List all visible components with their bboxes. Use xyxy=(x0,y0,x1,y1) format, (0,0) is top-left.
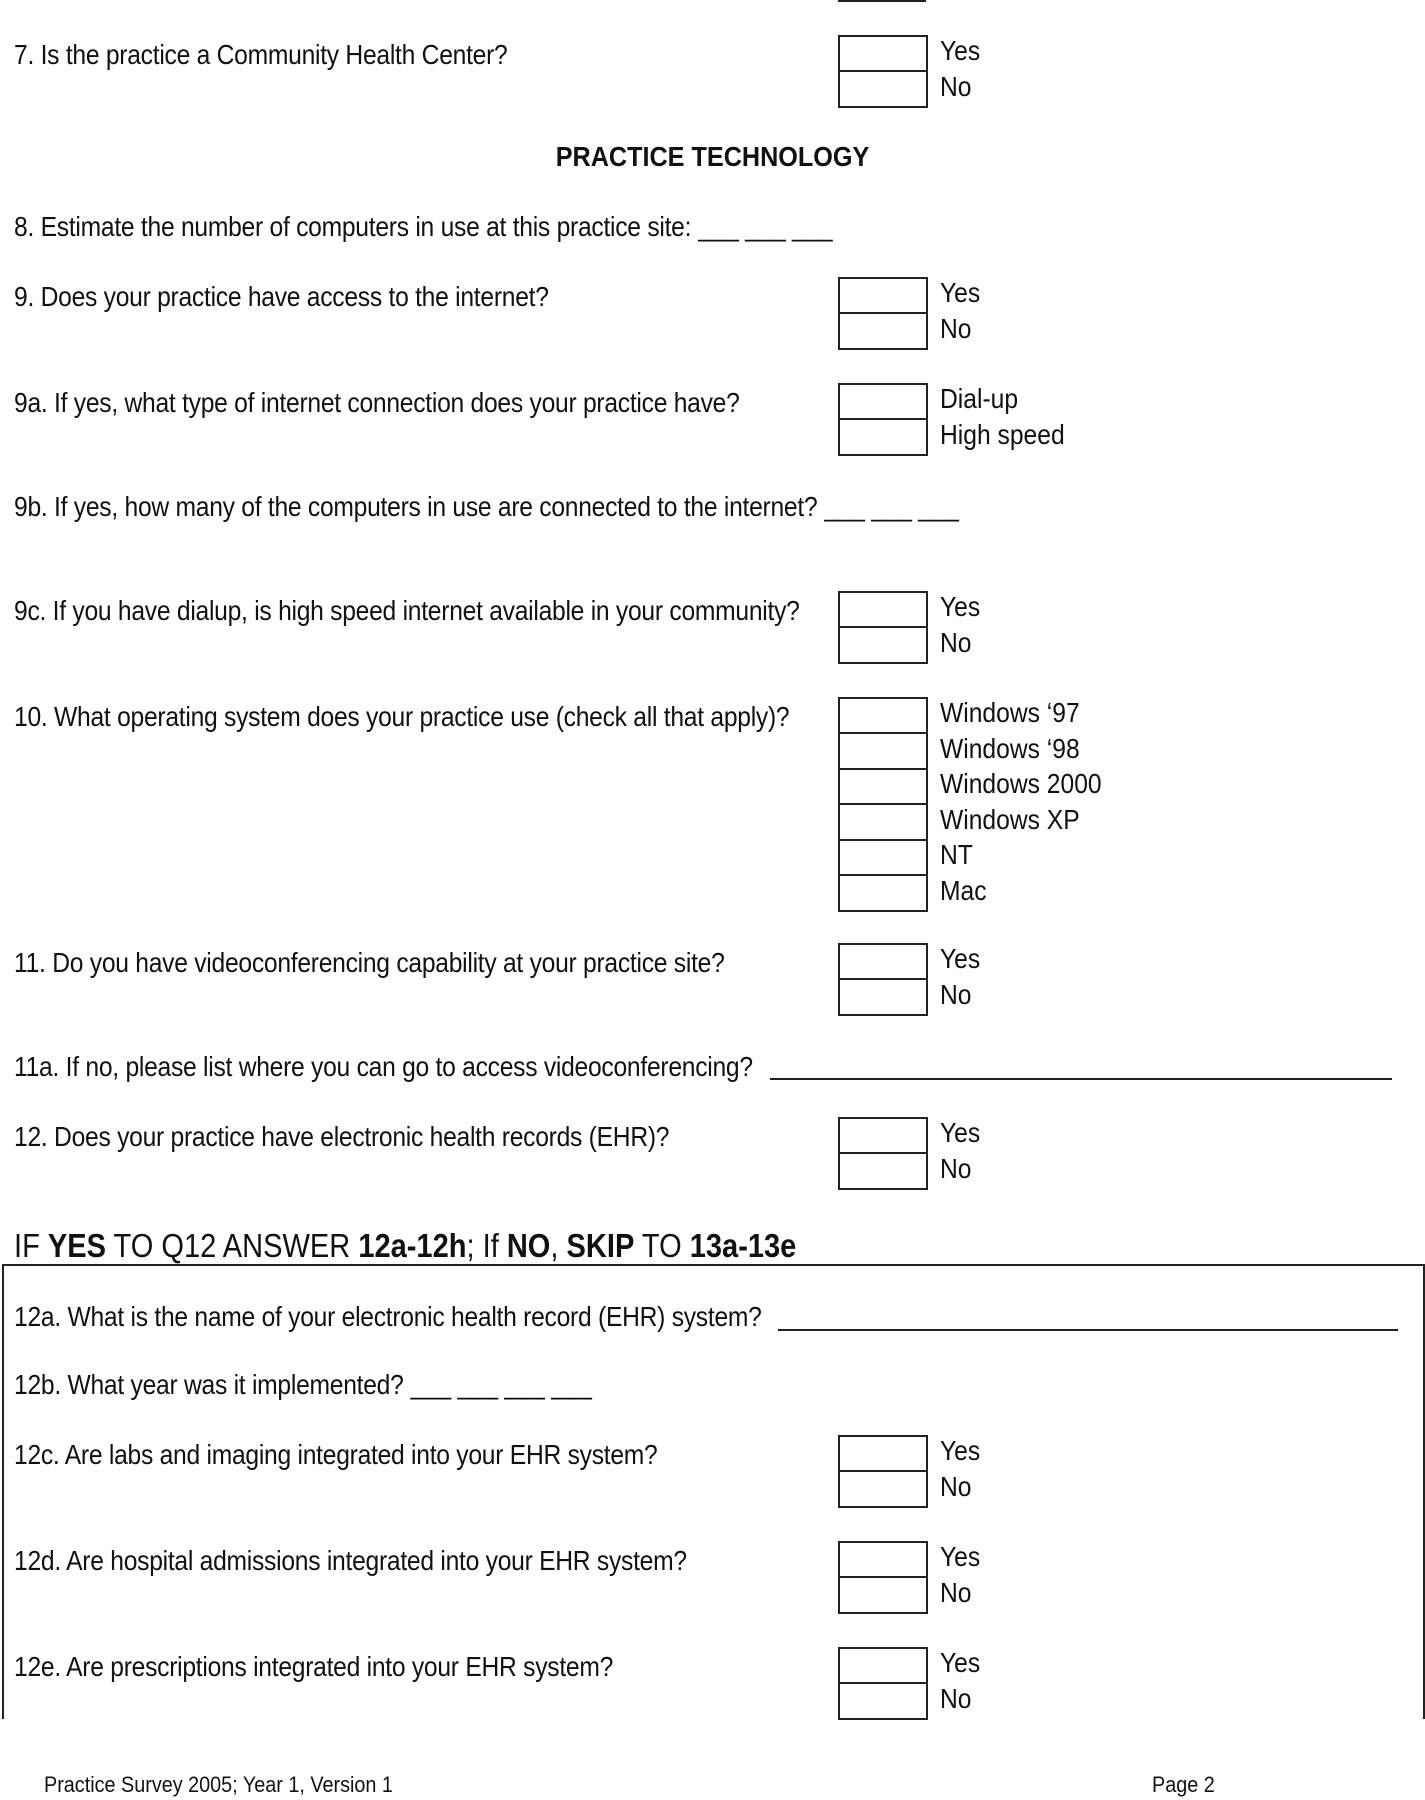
question-8 xyxy=(14,210,832,244)
checkbox[interactable] xyxy=(838,1471,928,1508)
checkbox[interactable] xyxy=(838,591,928,628)
question-9: 9. Does your practice have access to the internet? xyxy=(14,281,549,312)
checkbox[interactable] xyxy=(838,1117,928,1154)
connected-count-blanks[interactable]: ___ ___ ___ xyxy=(824,491,959,522)
checkbox[interactable] xyxy=(838,627,928,664)
footer-page-number: Page 2 xyxy=(1152,1772,1215,1797)
checkbox[interactable] xyxy=(838,1577,928,1614)
instruction-text: IF xyxy=(14,1227,48,1264)
checkbox[interactable] xyxy=(838,383,928,420)
implementation-year-blanks[interactable]: ___ ___ ___ ___ xyxy=(410,1369,592,1400)
checkbox[interactable] xyxy=(838,697,928,734)
option-label: Windows ‘98 xyxy=(940,732,1080,764)
instruction-emphasis: YES xyxy=(47,1227,107,1264)
option-label: Yes xyxy=(940,1647,981,1678)
instruction-text: , xyxy=(550,1227,567,1264)
checkbox[interactable] xyxy=(838,1435,928,1472)
question-8-text: 8. Estimate the number of computers in use at this practice site: xyxy=(14,211,692,242)
option-label: Windows ‘97 xyxy=(940,697,1080,728)
checkbox[interactable] xyxy=(838,1153,928,1190)
footer-survey-info: Practice Survey 2005; Year 1, Version 1 xyxy=(44,1772,393,1797)
question-9b-text: 9b. If yes, how many of the computers in use are connected to the internet? xyxy=(14,491,818,522)
option-label: Windows XP xyxy=(940,803,1080,835)
checkbox[interactable] xyxy=(838,804,928,841)
checkbox[interactable] xyxy=(838,277,928,314)
option-label: No xyxy=(940,1152,972,1184)
option-label: Yes xyxy=(940,943,981,974)
question-12: 12. Does your practice have electronic health records (EHR)? xyxy=(14,1121,670,1152)
checkbox[interactable] xyxy=(838,979,928,1016)
instruction-emphasis: 13a-13e xyxy=(689,1227,797,1264)
question-9c: 9c. If you have dialup, is high speed internet available in your community? xyxy=(14,595,800,626)
question-12b xyxy=(14,1368,592,1402)
checkbox[interactable] xyxy=(838,419,928,456)
option-label: No xyxy=(940,1682,972,1714)
option-label: Windows 2000 xyxy=(940,768,1102,799)
option-label: Yes xyxy=(940,591,981,622)
option-label: Yes xyxy=(940,35,981,66)
checkbox[interactable] xyxy=(838,1541,928,1578)
ehr-name-line[interactable] xyxy=(778,1329,1398,1331)
question-12b-text: 12b. What year was it implemented? xyxy=(14,1369,404,1400)
option-label: Yes xyxy=(940,1435,981,1466)
question-11a: 11a. If no, please list where you can go to access videoconferencing? xyxy=(14,1051,753,1082)
instruction-emphasis: 12a-12h xyxy=(358,1227,467,1264)
question-7: 7. Is the practice a Community Health Center? xyxy=(14,39,508,70)
instruction-text: ; If xyxy=(466,1227,507,1264)
checkbox[interactable] xyxy=(838,733,928,770)
checkbox[interactable] xyxy=(838,839,928,876)
section-heading: PRACTICE TECHNOLOGY xyxy=(555,141,870,172)
option-label: No xyxy=(940,1470,972,1502)
question-12a: 12a. What is the name of your electronic health record (EHR) system? xyxy=(14,1301,762,1332)
checkbox[interactable] xyxy=(838,875,928,912)
checkbox[interactable] xyxy=(838,943,928,980)
instruction-emphasis: SKIP xyxy=(566,1227,635,1264)
checkbox[interactable] xyxy=(838,71,928,108)
question-12e: 12e. Are prescriptions integrated into your EHR system? xyxy=(14,1651,614,1682)
question-12d: 12d. Are hospital admissions integrated into your EHR system? xyxy=(14,1545,687,1576)
option-label: Dial-up xyxy=(940,383,1019,414)
option-label: No xyxy=(940,978,972,1010)
option-label: No xyxy=(940,70,972,102)
instruction-emphasis: NO xyxy=(506,1227,551,1264)
instruction-text: TO xyxy=(634,1227,690,1264)
skip-instruction xyxy=(14,1226,796,1266)
option-label: Yes xyxy=(940,1541,981,1572)
option-label: No xyxy=(940,1576,972,1608)
instruction-text: TO Q12 ANSWER xyxy=(106,1227,359,1264)
checkbox[interactable] xyxy=(838,35,928,72)
option-label: No xyxy=(940,626,972,658)
checkbox[interactable] xyxy=(838,768,928,805)
option-label: No xyxy=(940,312,972,344)
question-9a: 9a. If yes, what type of internet connection does your practice have? xyxy=(14,387,740,418)
checkbox[interactable] xyxy=(838,313,928,350)
option-label: NT xyxy=(940,839,973,870)
question-11: 11. Do you have videoconferencing capability at your practice site? xyxy=(14,947,725,978)
previous-box-edge xyxy=(838,0,926,2)
computer-count-blanks[interactable]: ___ ___ ___ xyxy=(698,211,833,242)
option-label: Yes xyxy=(940,1117,981,1148)
option-label: Mac xyxy=(940,874,987,906)
option-label: High speed xyxy=(940,418,1065,450)
question-12c: 12c. Are labs and imaging integrated into your EHR system? xyxy=(14,1439,658,1470)
option-label: Yes xyxy=(940,277,981,308)
checkbox[interactable] xyxy=(838,1647,928,1684)
videoconferencing-location-line[interactable] xyxy=(770,1078,1392,1080)
question-10: 10. What operating system does your practice use (check all that apply)? xyxy=(14,701,790,732)
checkbox[interactable] xyxy=(838,1683,928,1720)
question-9b xyxy=(14,490,959,524)
